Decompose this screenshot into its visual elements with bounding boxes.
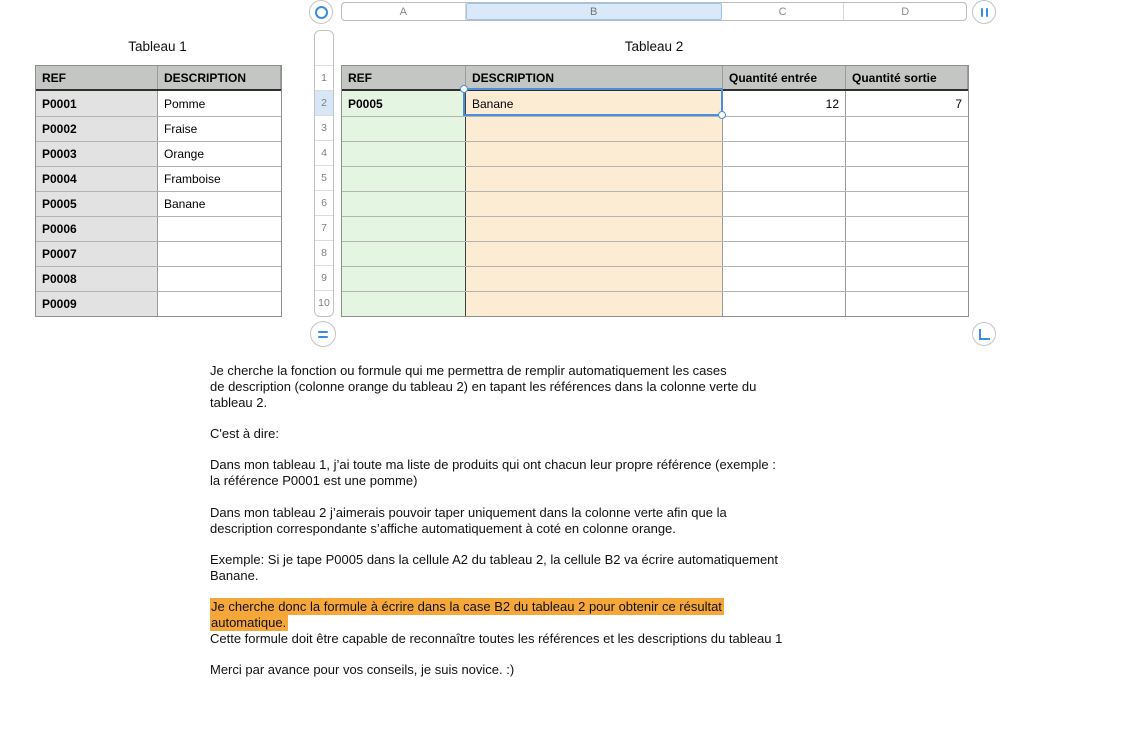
table-row	[36, 116, 281, 141]
column-header-cell[interactable]: DESCRIPTION	[466, 66, 723, 89]
question-text-block	[210, 363, 1040, 693]
table-select-handle[interactable]	[309, 0, 333, 24]
table-cell[interactable]: P0001	[36, 91, 158, 116]
table-cell[interactable]	[342, 267, 466, 291]
table-cell[interactable]: Orange	[158, 142, 281, 166]
table-cell[interactable]: 7	[846, 91, 968, 116]
row-header-3[interactable]: 3	[315, 115, 333, 140]
table-cell[interactable]	[158, 242, 281, 266]
table-cell[interactable]	[466, 192, 723, 216]
table-cell[interactable]: P0009	[36, 292, 158, 316]
resize-table-handle[interactable]	[972, 322, 996, 346]
column-header-cell[interactable]: Quantité entrée	[723, 66, 846, 89]
table-cell[interactable]	[846, 192, 968, 216]
question-paragraph-highlighted	[210, 599, 1040, 631]
table-cell[interactable]	[158, 292, 281, 316]
table-row	[342, 266, 968, 291]
table-cell[interactable]	[723, 267, 846, 291]
table-row	[36, 241, 281, 266]
table-cell[interactable]	[342, 142, 466, 166]
table-cell[interactable]	[846, 167, 968, 191]
table-cell[interactable]	[342, 117, 466, 141]
table-row	[36, 191, 281, 216]
table-cell[interactable]	[342, 292, 466, 316]
column-header-a[interactable]: A	[342, 3, 466, 20]
table-cell[interactable]: P0004	[36, 167, 158, 191]
row-header-10[interactable]: 10	[315, 290, 333, 315]
table-cell[interactable]	[723, 292, 846, 316]
table-cell[interactable]: P0005	[342, 91, 466, 116]
table-row	[36, 166, 281, 191]
table-cell[interactable]	[846, 142, 968, 166]
table-cell[interactable]	[846, 267, 968, 291]
table-cell[interactable]: P0005	[36, 192, 158, 216]
add-column-handle[interactable]	[972, 0, 996, 24]
table-header-row	[342, 66, 968, 91]
table-row	[342, 116, 968, 141]
table-cell[interactable]	[342, 217, 466, 241]
question-paragraph: Merci par avance pour vos conseils, je suis novice. :)	[210, 662, 515, 677]
column-header-bar[interactable]	[341, 2, 967, 21]
table-row	[342, 91, 968, 116]
row-header-2-selected[interactable]: 2	[315, 90, 333, 115]
column-header-b-selected[interactable]: B	[466, 3, 722, 20]
question-paragraph: Dans mon tableau 2 j’aimerais pouvoir taper uniquement dans la colonne verte afin que la description correspondante s’affiche automatiquement à coté en colonne orange.	[210, 505, 727, 536]
table-cell[interactable]: Framboise	[158, 167, 281, 191]
table-row	[342, 291, 968, 316]
table-cell[interactable]	[846, 242, 968, 266]
table-row	[36, 141, 281, 166]
table-cell[interactable]: P0006	[36, 217, 158, 241]
table-cell[interactable]	[466, 117, 723, 141]
table-cell[interactable]: P0007	[36, 242, 158, 266]
table-row	[36, 266, 281, 291]
table-row	[342, 141, 968, 166]
table-header-row	[36, 66, 281, 91]
row-header-9[interactable]: 9	[315, 265, 333, 290]
table-cell[interactable]	[846, 292, 968, 316]
row-header-4[interactable]: 4	[315, 140, 333, 165]
row-header-6[interactable]: 6	[315, 190, 333, 215]
column-header-cell[interactable]: REF	[342, 66, 466, 89]
table-cell[interactable]	[466, 217, 723, 241]
table-cell[interactable]	[723, 242, 846, 266]
question-paragraph: Je cherche la fonction ou formule qui me permettra de remplir automatiquement les cases de description (colonne orange du tableau 2) en tapant les références dans la colonne verte du tableau 2.	[210, 363, 757, 410]
row-header-7[interactable]: 7	[315, 215, 333, 240]
table-row	[36, 91, 281, 116]
table-cell[interactable]	[846, 217, 968, 241]
table-cell[interactable]	[723, 192, 846, 216]
table-cell[interactable]	[466, 242, 723, 266]
table-cell[interactable]	[466, 292, 723, 316]
row-header-bar[interactable]	[314, 30, 334, 317]
table-cell[interactable]: Banane	[466, 91, 723, 116]
row-bar-title-spacer	[315, 31, 333, 65]
table-row	[342, 191, 968, 216]
table-cell[interactable]: 12	[723, 91, 846, 116]
table2-title: Tableau 2	[624, 39, 684, 54]
table-row	[342, 216, 968, 241]
double-vertical-bars-icon	[981, 8, 988, 17]
table-cell[interactable]	[466, 142, 723, 166]
table1	[35, 65, 282, 317]
table1-title: Tableau 1	[128, 39, 187, 54]
table-cell[interactable]	[466, 167, 723, 191]
table-cell[interactable]	[158, 217, 281, 241]
highlighted-text: automatique.	[211, 615, 287, 630]
table-row	[342, 241, 968, 266]
column-header-cell[interactable]: DESCRIPTION	[158, 66, 281, 89]
row-header-5[interactable]: 5	[315, 165, 333, 190]
table-cell[interactable]: P0003	[36, 142, 158, 166]
table-cell[interactable]	[723, 142, 846, 166]
column-header-cell[interactable]: Quantité sortie	[846, 66, 968, 89]
table-row	[36, 216, 281, 241]
table-cell[interactable]	[723, 117, 846, 141]
row-header-1[interactable]: 1	[315, 65, 333, 90]
table2	[341, 65, 969, 317]
table-cell[interactable]	[723, 167, 846, 191]
column-header-c[interactable]: C	[722, 3, 845, 20]
circle-outline-icon	[315, 6, 328, 19]
question-paragraph: Exemple: Si je tape P0005 dans la cellule A2 du tableau 2, la cellule B2 va écrire automatiquement Banane.	[210, 552, 779, 583]
table-cell[interactable]	[342, 167, 466, 191]
table-cell[interactable]	[342, 192, 466, 216]
question-paragraph: C'est à dire:	[210, 426, 279, 441]
table-cell[interactable]: P0008	[36, 267, 158, 291]
equals-icon	[318, 331, 328, 338]
table-row	[36, 291, 281, 316]
column-header-cell[interactable]: REF	[36, 66, 158, 89]
question-paragraph: Dans mon tableau 1, j’ai toute ma liste de produits qui ont chacun leur propre référence (exemple : la référence P0001 est une pomme)	[210, 457, 776, 488]
column-header-d[interactable]: D	[901, 5, 910, 18]
table-cell[interactable]: Pomme	[158, 91, 281, 116]
row-header-8[interactable]: 8	[315, 240, 333, 265]
corner-bracket-icon	[979, 329, 990, 340]
table-cell[interactable]	[466, 267, 723, 291]
table-cell[interactable]: Fraise	[158, 117, 281, 141]
question-paragraph: Cette formule doit être capable de reconnaître toutes les références et les descriptions du tableau 1	[210, 631, 783, 646]
table-cell[interactable]	[723, 217, 846, 241]
add-row-handle[interactable]	[310, 321, 336, 347]
table-cell[interactable]	[158, 267, 281, 291]
table-cell[interactable]	[846, 117, 968, 141]
table-row	[342, 166, 968, 191]
table-cell[interactable]: P0002	[36, 117, 158, 141]
table-cell[interactable]	[342, 242, 466, 266]
highlighted-text: Je cherche donc la formule à écrire dans la case B2 du tableau 2 pour obtenir ce résultat	[211, 599, 722, 614]
table-cell[interactable]: Banane	[158, 192, 281, 216]
